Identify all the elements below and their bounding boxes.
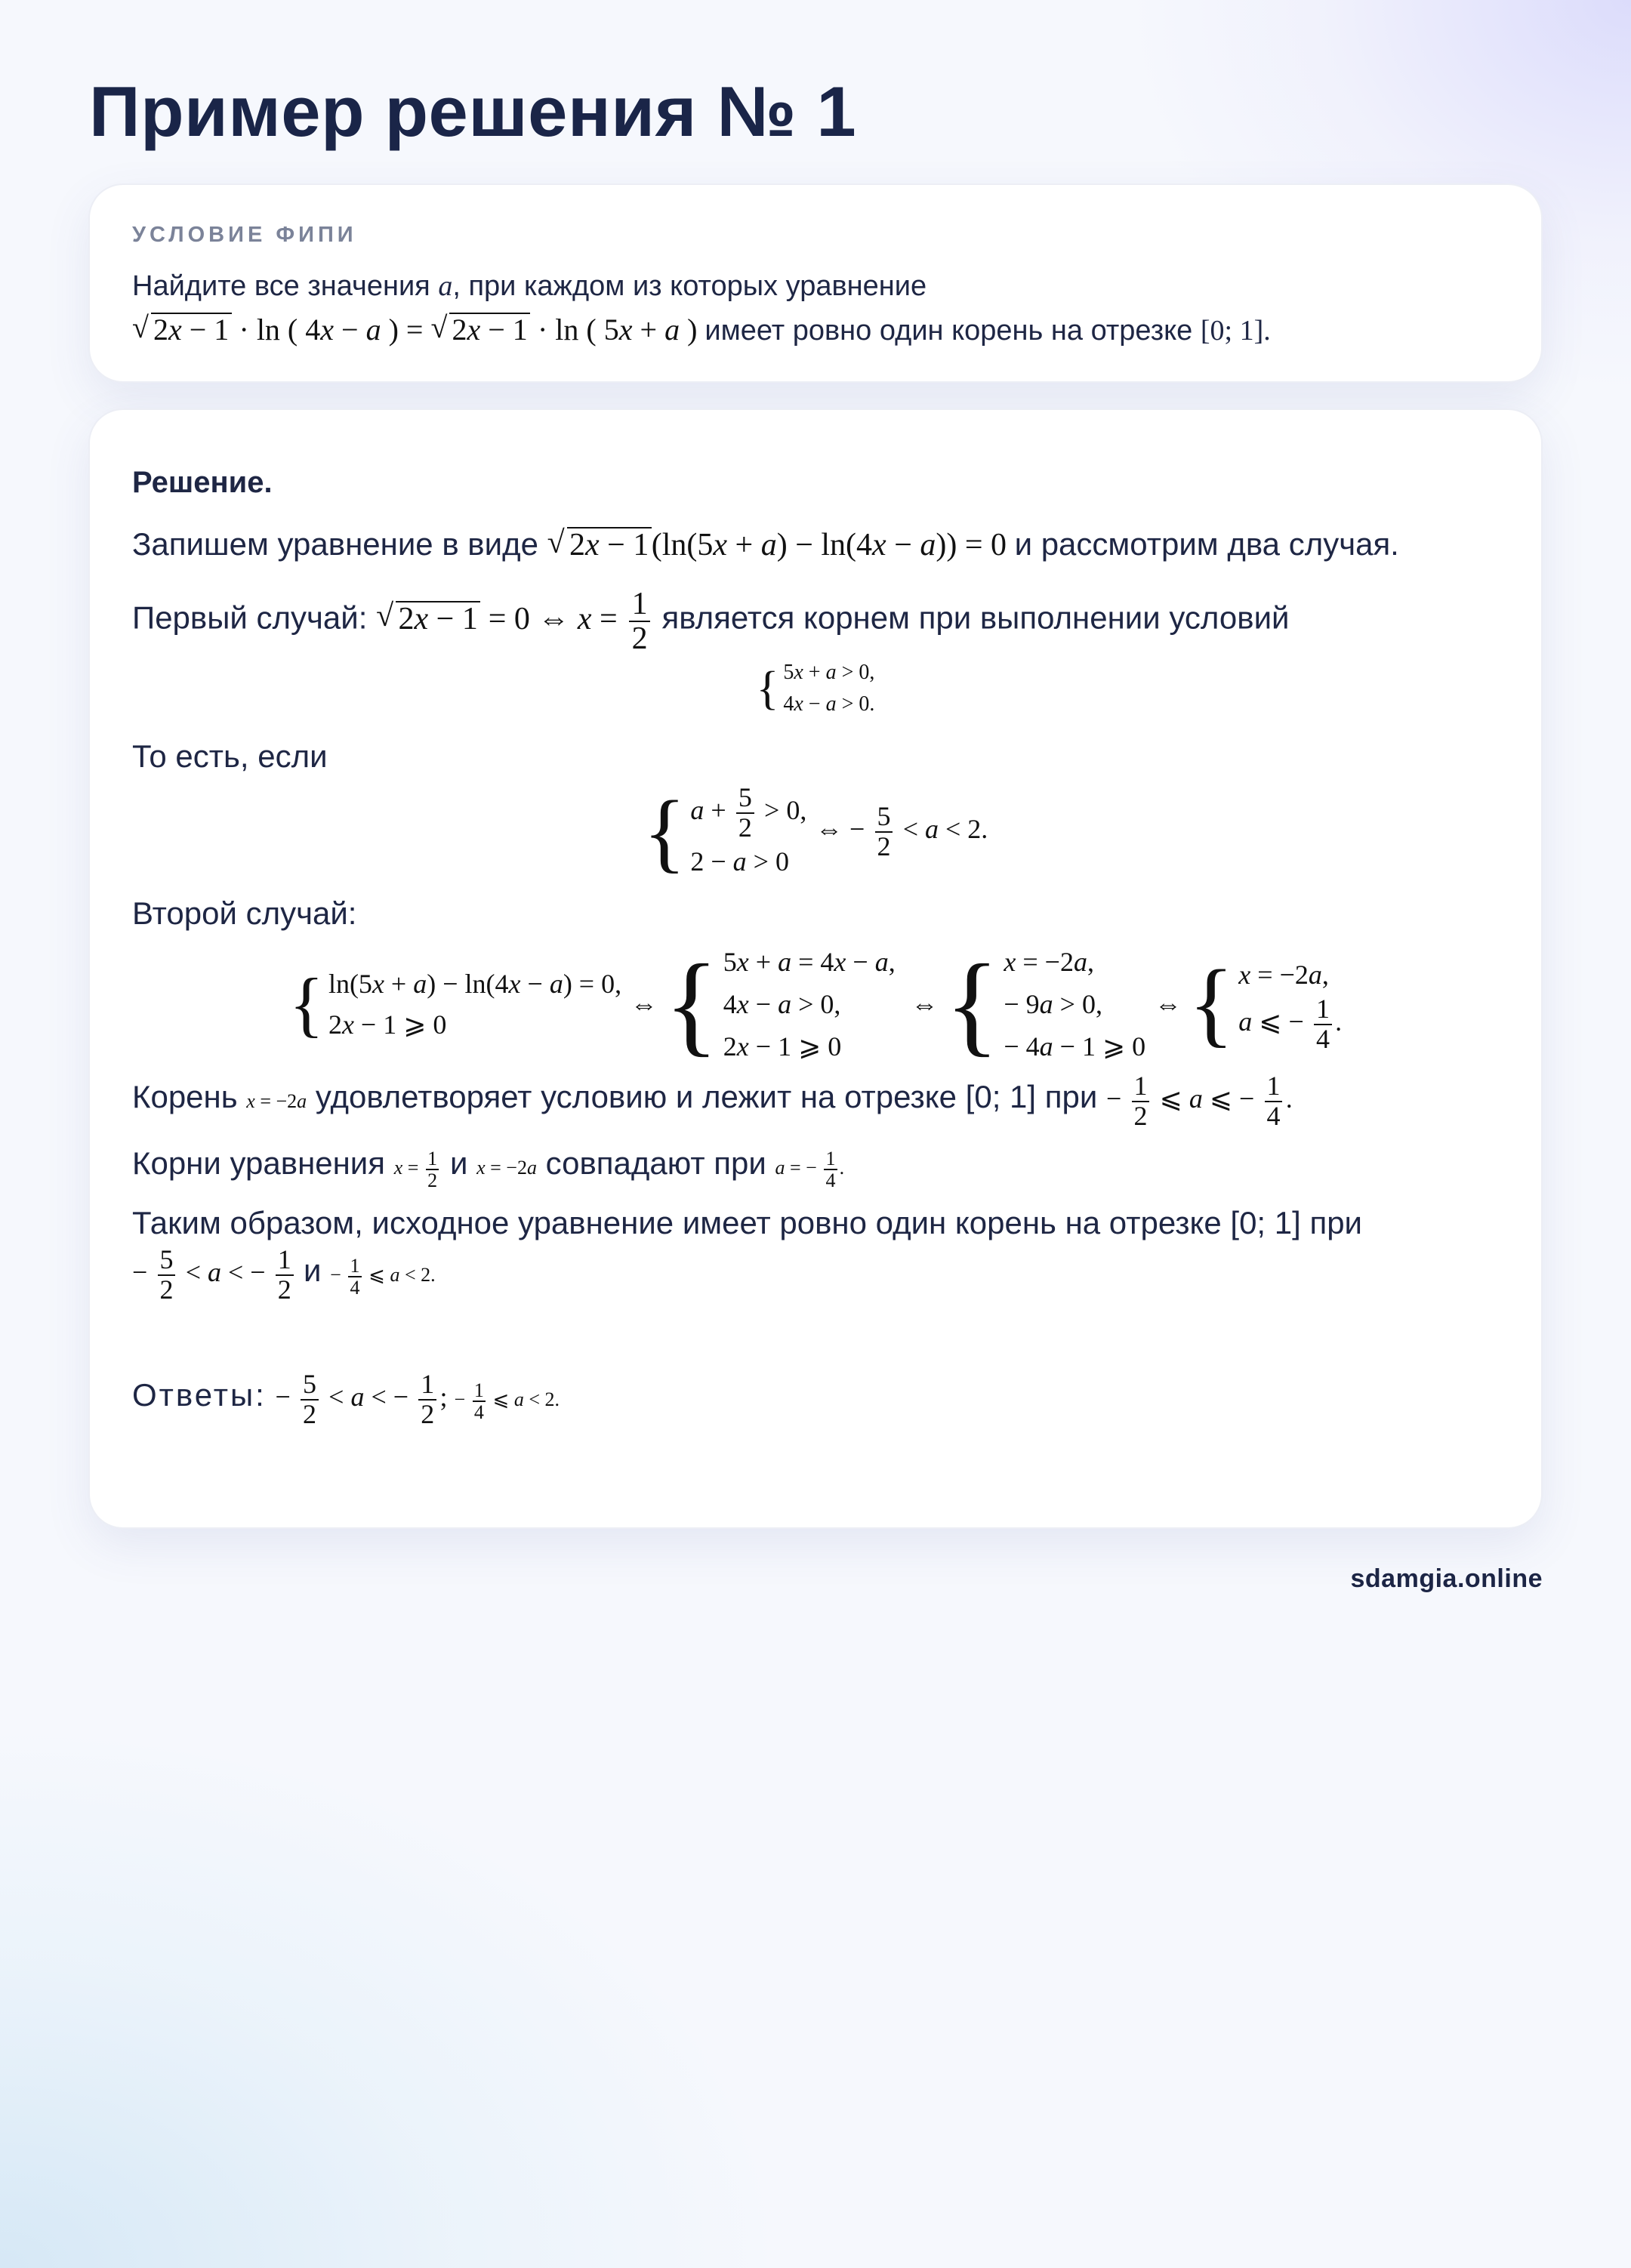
condition-line-1: Найдите все значения a, при каждом из которых уравнение bbox=[132, 270, 927, 302]
condition-card bbox=[88, 183, 1543, 383]
equation-rewritten: √ 2x − 1(ln(5x + a) − ln(4x − a)) = 0 bbox=[547, 525, 1015, 562]
site-watermark: sdamgia.online bbox=[1350, 1564, 1543, 1593]
solution-answer: Ответы: − $\frac{5}{2}$ < a < − $\frac{1}{2}$ ; − $\frac{1}{4}$ ⩽ a < 2. bbox=[132, 1369, 560, 1430]
condition-label: УСЛОВИЕ ФИПИ bbox=[132, 223, 357, 247]
var-a: a bbox=[438, 270, 453, 302]
solution-para-5: Корень x = −2a удовлетворяет условию и лежит на отрезке [0; 1] при − $\frac{1}{2}$ ⩽ a ⩽ − $\frac{1}{4}$ . bbox=[132, 1070, 1293, 1131]
solution-para-1: Запишем уравнение в виде √ 2x − 1(ln(5x + a) − ln(4x − a)) = 0 и рассмотрим два случая. bbox=[132, 525, 1399, 562]
solution-para-3: То есть, если bbox=[132, 738, 328, 775]
condition-line-2: √ 2x − 1 · ln ( 4x − a ) = √ 2x − 1 · ln ( 5x + a ) имеет ровно один корень на отрезке [0; 1]. bbox=[132, 310, 1271, 347]
condition-segment: [0; 1]. bbox=[1200, 315, 1271, 347]
solution-para-6: Корни уравнения x = $\frac{1}{2}$ и x = −2a совпадают при a = − $\frac{1}{4}$ . bbox=[132, 1145, 845, 1192]
case-1-system: { 5x + a > 0, 4x − a > 0. bbox=[756, 661, 875, 716]
solution-para-7: Таким образом, исходное уравнение имеет ровно один корень на отрезке [0; 1] при − $\frac{5}{2}$ < a < − $\frac{1}{2}$ и − $\frac{1}{4}$ ⩽ a < 2. bbox=[132, 1204, 1363, 1305]
answer-label: Ответы: bbox=[132, 1377, 267, 1413]
solution-para-2: Первый случай: √ 2x − 1 = 0 ⇔ x = $\frac{1}{2}$ является корнем при выполнении условий bbox=[132, 587, 1290, 657]
page-title: Пример решения № 1 bbox=[89, 72, 857, 151]
solution-card bbox=[88, 408, 1543, 1529]
condition-equation: √ 2x − 1 · ln ( 4x − a ) = √ 2x − 1 · ln ( 5x + a ) bbox=[132, 310, 698, 347]
solution-para-4: Второй случай: bbox=[132, 895, 357, 931]
condition-text bbox=[132, 265, 1499, 353]
case-2-systems: { ln(5x + a) − ln(4x − a) = 0, 2x − 1 ⩾ 0 ⇔ { 5x + a = 4x − a, 4x − a > 0, 2x − 1 ⩾ 0 ⇔ { x = −2a, − 9a > 0, − 4a − 1 ⩾ 0 ⇔ { x = −2a, a ⩽ − $\frac{1}{4}$ . bbox=[288, 941, 1343, 1067]
case-1-result: { a + $\frac{5}{2}$ > 0, 2 − a > 0 ⇔ − $\frac{5}{2}$ < a < 2. bbox=[643, 781, 988, 881]
solution-heading: Решение. bbox=[132, 466, 273, 499]
solution-body bbox=[132, 461, 1499, 1429]
case-1-equation: √ 2x − 1 = 0 ⇔ x = $\frac{1}{2}$ bbox=[376, 602, 661, 636]
